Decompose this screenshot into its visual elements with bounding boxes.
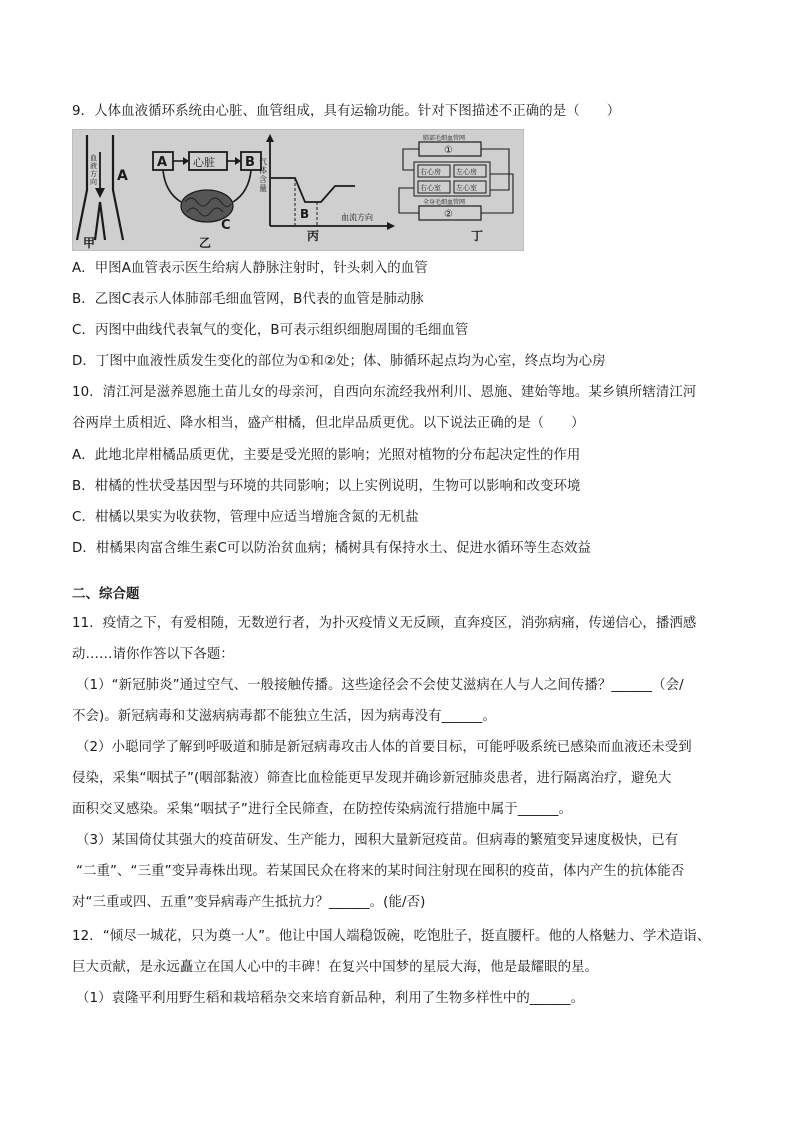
q9-option-d: D．丁图中血液性质发生变化的部位为①和②处；体、肺循环起点均为心室，终点均为心房 (72, 354, 606, 369)
q11-line-1: 11．疫情之下，有爱相随，无数逆行者，为扑灭疫情义无反顾，直奔疫区，消弥病痛，传递信心，播洒感 (72, 616, 697, 631)
q11-line-6: 侵染，采集“咽拭子”(咽部黏液）筛查比血检能更早发现并确诊新冠肺炎患者，进行隔离治疗，避免大 (72, 771, 672, 786)
q11-line-9: “二重”、“三重”变异毒株出现。若某国民众在将来的某时间注射现在囤积的疫苗，体内产生的抗体能否 (76, 864, 685, 879)
figure-yi (153, 152, 261, 250)
jia-direction-3: 方 (90, 170, 97, 178)
figure-bing (259, 134, 395, 243)
jia-direction-4: 向 (90, 178, 97, 186)
q9-option-a: A．甲图A血管表示医生给病人静脉注射时，针头刺入的血管 (72, 261, 428, 276)
q12-line-1: 12．“倾尽一城花，只为奠一人”。他让中国人端稳饭碗，吃饱肚子，挺直腰杆。他的人格魅力、学术造诣、 (72, 929, 711, 944)
q9-option-c: C．丙图中曲线代表氧气的变化，B可表示组织细胞周围的毛细血管 (72, 323, 469, 338)
q9-figure (72, 129, 524, 251)
yi-label-C: C (221, 218, 231, 233)
bing-ylabel-2: 体 (259, 166, 267, 175)
ding-ra: 右心房 (420, 168, 441, 176)
q12-line-3: （1）袁隆平利用野生稻和栽培稻杂交来培育新品种，利用了生物多样性中的______。 (76, 991, 585, 1006)
q10-stem-line1: 10．清江河是滋养恩施土苗儿女的母亲河，自西向东流经我州利川、恩施、建始等地。某乡镇所辖清江河 (72, 385, 697, 400)
bing-xlabel: 血流方向 (341, 213, 373, 222)
ding-body-cap: 全身毛细血管网 (423, 199, 466, 206)
q11-line-4: 不会)。新冠病毒和艾滋病病毒都不能独立生活，因为病毒没有______。 (72, 709, 496, 724)
jia-direction-1: 血 (90, 154, 97, 162)
ding-la: 左心房 (456, 168, 477, 176)
ding-lung-cap: 肺部毛细血管网 (423, 135, 466, 142)
yi-box-A: A (157, 155, 168, 170)
q10-option-b: B．柑橘的性状受基因型与环境的共同影响；以上实例说明，生物可以影响和改变环境 (72, 479, 581, 494)
bing-ylabel-4: 量 (259, 184, 267, 193)
q11-line-8: （3）某国倚仗其强大的疫苗研发、生产能力，囤积大量新冠疫苗。但病毒的繁殖变异速度极快，已有 (76, 833, 679, 848)
q11-line-2: 动……请你作答以下各题： (72, 647, 234, 662)
q9-option-b: B．乙图C表示人体肺部毛细血管网，B代表的血管是肺动脉 (72, 292, 424, 307)
figure-ding (399, 134, 513, 243)
q11-line-3: （1）“新冠肺炎”通过空气、一般接触传播。这些途径会不会使艾滋病在人与人之间传播？______（会/ (76, 678, 684, 693)
q10-option-a: A．此地北岸柑橘品质更优，主要是受光照的影响；光照对植物的分布起决定性的作用 (72, 448, 581, 463)
q10-stem-line2: 谷两岸土质相近、降水相当，盛产柑橘，但北岸品质更优。以下说法正确的是（ ） (72, 416, 585, 431)
figure-jia (77, 135, 128, 250)
q10-option-d: D．柑橘果肉富含维生素C可以防治贫血病；橘树具有保持水土、促进水循环等生态效益 (72, 541, 592, 556)
bing-label-B: B (300, 207, 310, 221)
ding-caption: 丁 (471, 229, 484, 243)
q10-option-c: C．柑橘以果实为收获物，管理中应适当增施含氮的无机盐 (72, 510, 419, 525)
ding-circle2: ② (444, 209, 453, 220)
bing-ylabel-3: 含 (259, 175, 267, 184)
q11-line-10: 对“三重或四、五重”变异病毒产生抵抗力？______。(能/否) (72, 895, 426, 910)
yi-box-heart: 心脏 (193, 156, 215, 169)
yi-box-B: B (245, 155, 255, 170)
bing-caption: 丙 (307, 229, 320, 243)
ding-circle1: ① (444, 145, 453, 156)
q11-line-7: 面积交叉感染。采集“咽拭子”进行全民筛查，在防控传染病流行措施中属于______。 (72, 802, 573, 817)
jia-direction-2: 液 (90, 162, 97, 170)
q9-stem: 9．人体血液循环系统由心脏、血管组成，具有运输功能。针对下图描述不正确的是（ ） (72, 104, 621, 119)
ding-lv: 左心室 (456, 184, 477, 192)
q11-line-5: （2）小聪同学了解到呼吸道和肺是新冠病毒攻击人体的首要目标，可能呼吸系统已感染而血液还未受到 (76, 740, 692, 755)
bing-ylabel-1: 气 (259, 157, 267, 166)
section-heading: 二、综合题 (72, 587, 140, 602)
ding-rv: 右心室 (420, 184, 441, 192)
q12-line-2: 巨大贡献，是永远矗立在国人心中的丰碑！在复兴中国梦的星辰大海，他是最耀眼的星。 (72, 960, 599, 975)
jia-label-A: A (117, 168, 128, 184)
jia-caption: 甲 (83, 236, 96, 250)
yi-caption: 乙 (199, 236, 212, 250)
